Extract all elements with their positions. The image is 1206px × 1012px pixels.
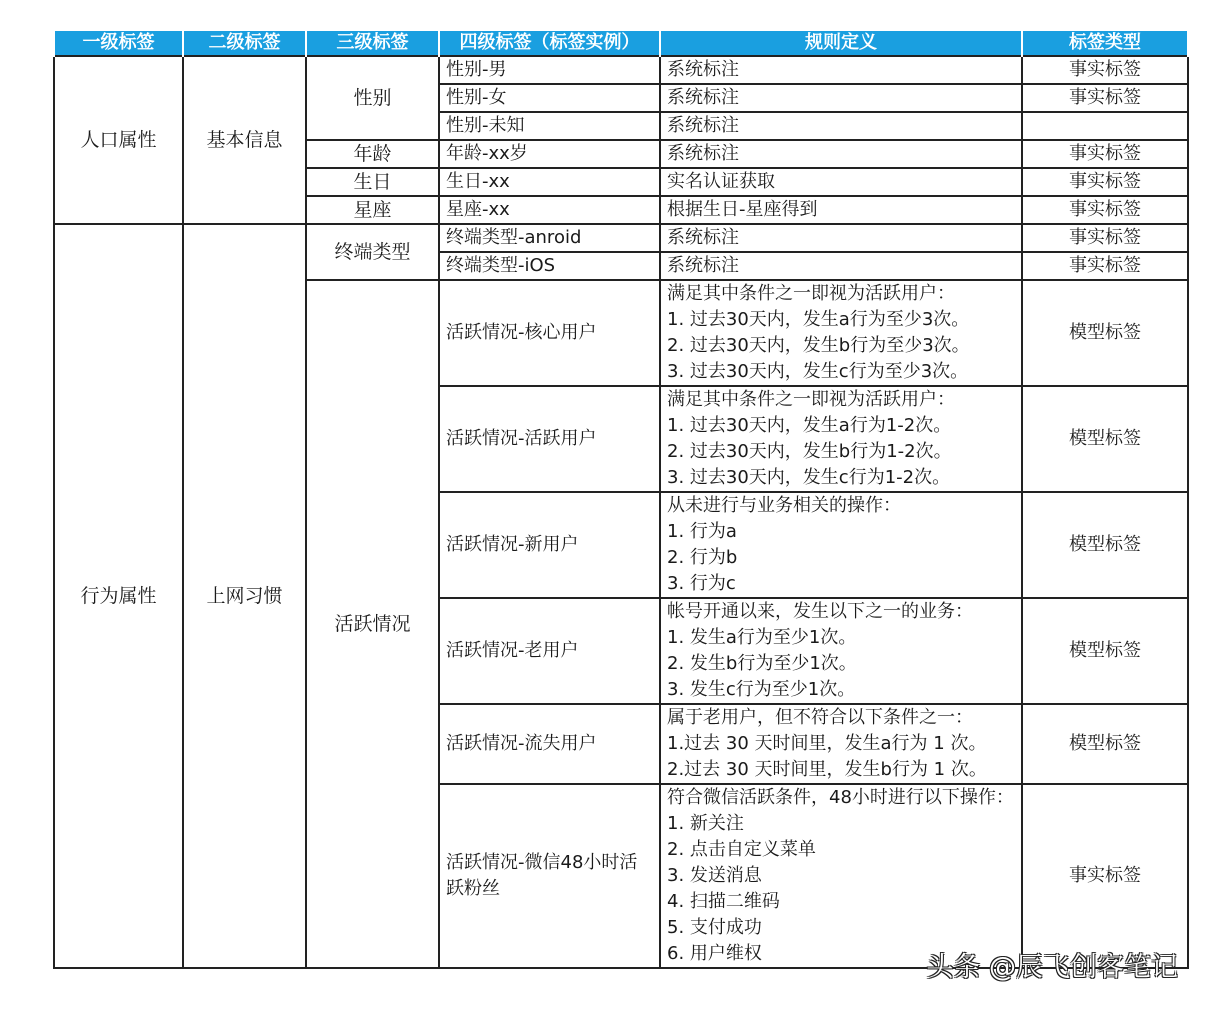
level2-cell: 基本信息 bbox=[183, 56, 306, 224]
rule-cell: 属于老用户，但不符合以下条件之一： 1.过去 30 天时间里，发生a行为 1 次。 2.过去 30 天时间里，发生b行为 1 次。 bbox=[660, 704, 1022, 784]
tag-cell: 终端类型-iOS bbox=[439, 252, 660, 280]
level3-cell: 星座 bbox=[306, 196, 439, 224]
type-cell: 事实标签 bbox=[1022, 252, 1188, 280]
tag-cell: 活跃情况-新用户 bbox=[439, 492, 660, 598]
tag-cell: 活跃情况-微信48小时活跃粉丝 bbox=[439, 784, 660, 968]
type-cell: 事实标签 bbox=[1022, 140, 1188, 168]
tag-cell: 活跃情况-核心用户 bbox=[439, 280, 660, 386]
tag-cell: 性别-女 bbox=[439, 84, 660, 112]
header-level1: 一级标签 bbox=[54, 31, 183, 56]
level1-cell: 人口属性 bbox=[54, 56, 183, 224]
rule-cell: 系统标注 bbox=[660, 224, 1022, 252]
tag-cell: 年龄-xx岁 bbox=[439, 140, 660, 168]
rule-cell: 实名认证获取 bbox=[660, 168, 1022, 196]
type-cell: 事实标签 bbox=[1022, 224, 1188, 252]
tag-cell: 活跃情况-活跃用户 bbox=[439, 386, 660, 492]
type-cell: 事实标签 bbox=[1022, 84, 1188, 112]
header-rule: 规则定义 bbox=[660, 31, 1022, 56]
table-row bbox=[54, 224, 1188, 252]
tag-cell: 活跃情况-流失用户 bbox=[439, 704, 660, 784]
type-cell: 模型标签 bbox=[1022, 598, 1188, 704]
type-cell: 事实标签 bbox=[1022, 196, 1188, 224]
level3-cell: 终端类型 bbox=[306, 224, 439, 280]
rule-cell: 系统标注 bbox=[660, 56, 1022, 84]
table-row bbox=[54, 56, 1188, 84]
header-level4: 四级标签（标签实例） bbox=[439, 31, 660, 56]
rule-cell: 符合微信活跃条件，48小时进行以下操作： 1. 新关注 2. 点击自定义菜单 3. 发送消息 4. 扫描二维码 5. 支付成功 6. 用户维权 bbox=[660, 784, 1022, 968]
tag-cell: 星座-xx bbox=[439, 196, 660, 224]
tag-cell: 生日-xx bbox=[439, 168, 660, 196]
header-row bbox=[54, 31, 1188, 56]
rule-cell: 系统标注 bbox=[660, 252, 1022, 280]
level3-cell: 性别 bbox=[306, 56, 439, 140]
header-level3: 三级标签 bbox=[306, 31, 439, 56]
watermark-text: 头条 @辰飞创客笔记 bbox=[926, 952, 1178, 983]
rule-cell: 满足其中条件之一即视为活跃用户： 1. 过去30天内，发生a行为1-2次。 2. 过去30天内，发生b行为1-2次。 3. 过去30天内，发生c行为1-2次。 bbox=[660, 386, 1022, 492]
type-cell: 事实标签 bbox=[1022, 56, 1188, 84]
rule-cell: 系统标注 bbox=[660, 140, 1022, 168]
type-cell: 事实标签 bbox=[1022, 784, 1188, 968]
type-cell: 模型标签 bbox=[1022, 704, 1188, 784]
rule-cell: 根据生日-星座得到 bbox=[660, 196, 1022, 224]
level2-cell: 上网习惯 bbox=[183, 224, 306, 968]
rule-cell: 从未进行与业务相关的操作： 1. 行为a 2. 行为b 3. 行为c bbox=[660, 492, 1022, 598]
level3-cell: 生日 bbox=[306, 168, 439, 196]
level3-cell: 年龄 bbox=[306, 140, 439, 168]
type-cell: 模型标签 bbox=[1022, 386, 1188, 492]
tag-cell: 终端类型-anroid bbox=[439, 224, 660, 252]
tag-cell: 性别-未知 bbox=[439, 112, 660, 140]
rule-cell: 满足其中条件之一即视为活跃用户： 1. 过去30天内，发生a行为至少3次。 2. 过去30天内，发生b行为至少3次。 3. 过去30天内，发生c行为至少3次。 bbox=[660, 280, 1022, 386]
type-cell: 模型标签 bbox=[1022, 280, 1188, 386]
type-cell: 模型标签 bbox=[1022, 492, 1188, 598]
tag-cell: 活跃情况-老用户 bbox=[439, 598, 660, 704]
rule-cell: 系统标注 bbox=[660, 112, 1022, 140]
type-cell bbox=[1022, 112, 1188, 140]
rule-cell: 系统标注 bbox=[660, 84, 1022, 112]
tag-table bbox=[53, 31, 1189, 969]
header-type: 标签类型 bbox=[1022, 31, 1188, 56]
level3-cell: 活跃情况 bbox=[306, 280, 439, 968]
tag-cell: 性别-男 bbox=[439, 56, 660, 84]
type-cell: 事实标签 bbox=[1022, 168, 1188, 196]
header-level2: 二级标签 bbox=[183, 31, 306, 56]
rule-cell: 帐号开通以来，发生以下之一的业务： 1. 发生a行为至少1次。 2. 发生b行为至少1次。 3. 发生c行为至少1次。 bbox=[660, 598, 1022, 704]
level1-cell: 行为属性 bbox=[54, 224, 183, 968]
